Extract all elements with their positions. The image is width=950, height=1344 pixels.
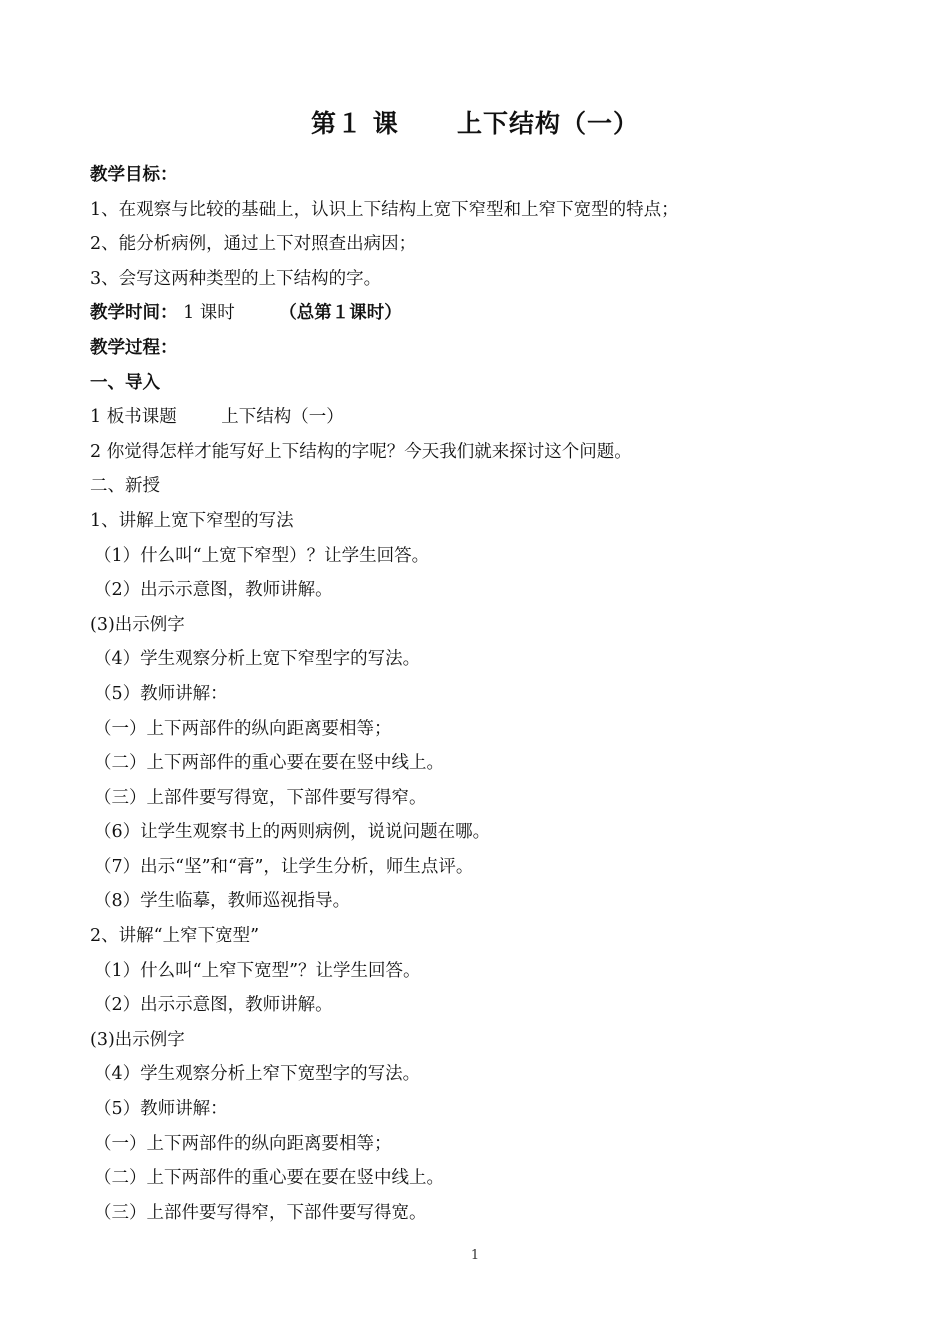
subsection-heading-wide-top: 1、讲解上宽下窄型的写法 [90,510,294,531]
intro-item: 2 你觉得怎样才能写好上下结构的字呢？今天我们就来探讨这个问题。 [90,441,632,462]
objectives-heading: 教学目标： [90,165,178,185]
step-item: （2）出示示意图，教师讲解。 [94,580,333,601]
teaching-time [90,296,870,331]
step-item: （2）出示示意图，教师讲解。 [94,995,333,1016]
section-heading-intro: 一、导入 [90,372,160,393]
step-item: （5）教师讲解： [94,1099,228,1120]
lesson-body [90,158,870,1230]
step-item: （二）上下两部件的重心要在要在竖中线上。 [94,1168,444,1189]
teaching-time-label: 教学时间： [90,303,178,324]
process-heading: 教学过程： [90,337,178,358]
objective-item: 2、能分析病例，通过上下对照查出病因； [90,234,417,255]
step-item: (3)出示例字 [90,614,185,635]
step-item: （5）教师讲解： [94,683,228,704]
step-item: （1）什么叫“上宽下窄型）？让学生回答。 [94,545,430,566]
teaching-time-total: （总第１课时） [279,303,402,324]
step-item: （8）学生临摹，教师巡视指导。 [94,891,351,912]
step-item: （4）学生观察分析上窄下宽型字的写法。 [94,1064,421,1085]
teaching-time-value: 1 课时 [177,303,280,324]
step-item: （三）上部件要写得宽，下部件要写得窄。 [94,787,427,808]
step-item: (3)出示例字 [90,1029,185,1050]
step-item: （一）上下两部件的纵向距离要相等； [94,718,392,739]
step-item: （三）上部件要写得窄，下部件要写得宽。 [94,1202,427,1223]
step-item: （4）学生观察分析上宽下窄型字的写法。 [94,649,421,670]
step-item: （一）上下两部件的纵向距离要相等； [94,1133,392,1154]
step-item: （二）上下两部件的重心要在要在竖中线上。 [94,753,444,774]
objective-item: 1、在观察与比较的基础上，认识上下结构上宽下窄型和上窄下宽型的特点； [90,199,679,220]
lesson-title: 第１ 课 上下结构（一） [311,109,639,138]
step-item: （7）出示“坚”和“膏”，让学生分析，师生点评。 [94,856,474,877]
section-heading-new-lesson: 二、新授 [90,476,160,497]
step-item: （6）让学生观察书上的两则病例，说说问题在哪。 [94,822,491,843]
page-number: 1 [470,1248,480,1263]
step-item: （1）什么叫“上窄下宽型”？让学生回答。 [94,960,421,981]
objective-item: 3、会写这两种类型的上下结构的字。 [90,268,382,289]
subsection-heading-narrow-top: 2、讲解“上窄下宽型” [90,926,260,947]
intro-item: 1 板书课题 上下结构（一） [90,407,344,428]
